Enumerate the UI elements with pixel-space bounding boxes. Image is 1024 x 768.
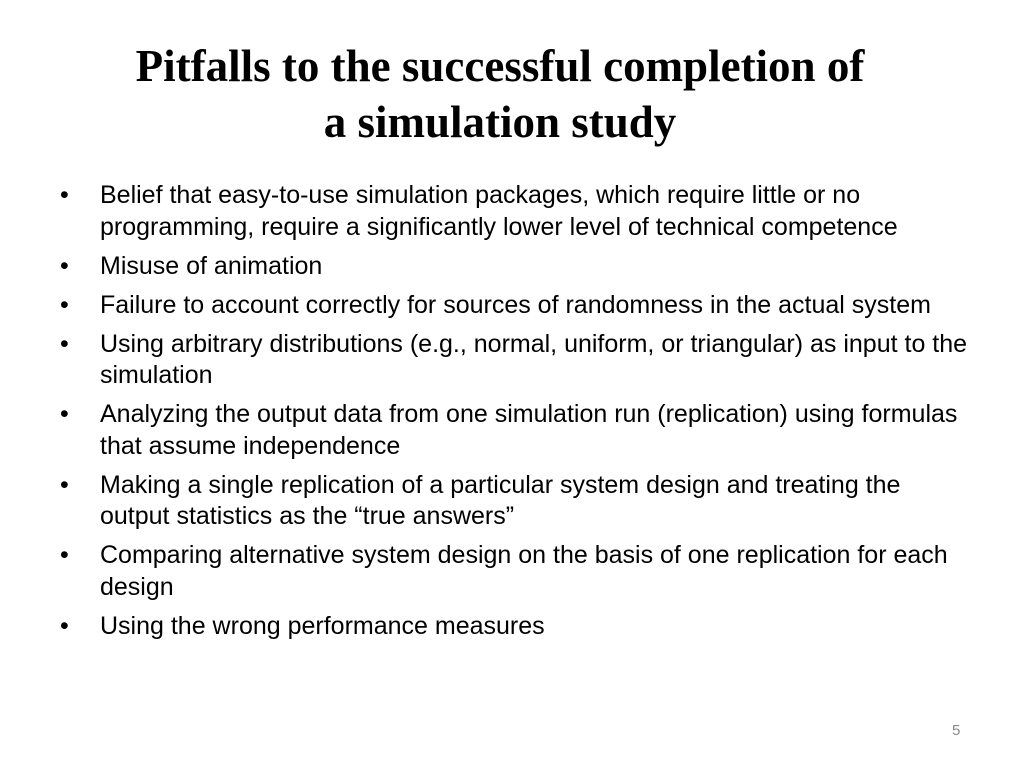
bullet-dot-icon: •: [60, 329, 69, 358]
bullet-dot-icon: •: [60, 290, 69, 319]
bullet-text: Making a single replication of a particular system design and treating the output statistics as the “true answers”: [100, 470, 901, 530]
bullet-item: [60, 540, 970, 603]
bullet-dot-icon: •: [60, 611, 69, 640]
bullet-list: [60, 180, 970, 650]
bullet-item: [60, 180, 970, 243]
bullet-text: Using the wrong performance measures: [100, 611, 545, 640]
slide-title: [40, 38, 960, 150]
bullet-text: Comparing alternative system design on the basis of one replication for each design: [100, 541, 948, 601]
slide-title-line-2: a simulation study: [323, 97, 677, 147]
bullet-text: Belief that easy-to-use simulation packages, which require little or no programming, require a significantly lower level of technical competence: [100, 181, 898, 241]
bullet-text: Using arbitrary distributions (e.g., normal, uniform, or triangular) as input to the simulation: [100, 329, 968, 389]
bullet-text: Failure to account correctly for sources of randomness in the actual system: [100, 290, 931, 319]
bullet-item: [60, 470, 970, 533]
bullet-item: [60, 251, 970, 283]
bullet-item: [60, 611, 970, 643]
bullet-dot-icon: •: [60, 400, 69, 428]
bullet-item: [60, 329, 970, 392]
bullet-dot-icon: •: [60, 470, 69, 499]
bullet-text: Misuse of animation: [100, 251, 323, 280]
bullet-item: [60, 399, 970, 462]
slide-title-line-1: Pitfalls to the successful completion of: [135, 41, 865, 91]
bullet-item: [60, 290, 970, 322]
bullet-dot-icon: •: [60, 181, 69, 209]
bullet-text: Analyzing the output data from one simulation run (replication) using formulas that assume independence: [100, 400, 958, 460]
page-number: 5: [952, 722, 961, 739]
bullet-dot-icon: •: [60, 541, 69, 569]
bullet-dot-icon: •: [60, 251, 69, 280]
